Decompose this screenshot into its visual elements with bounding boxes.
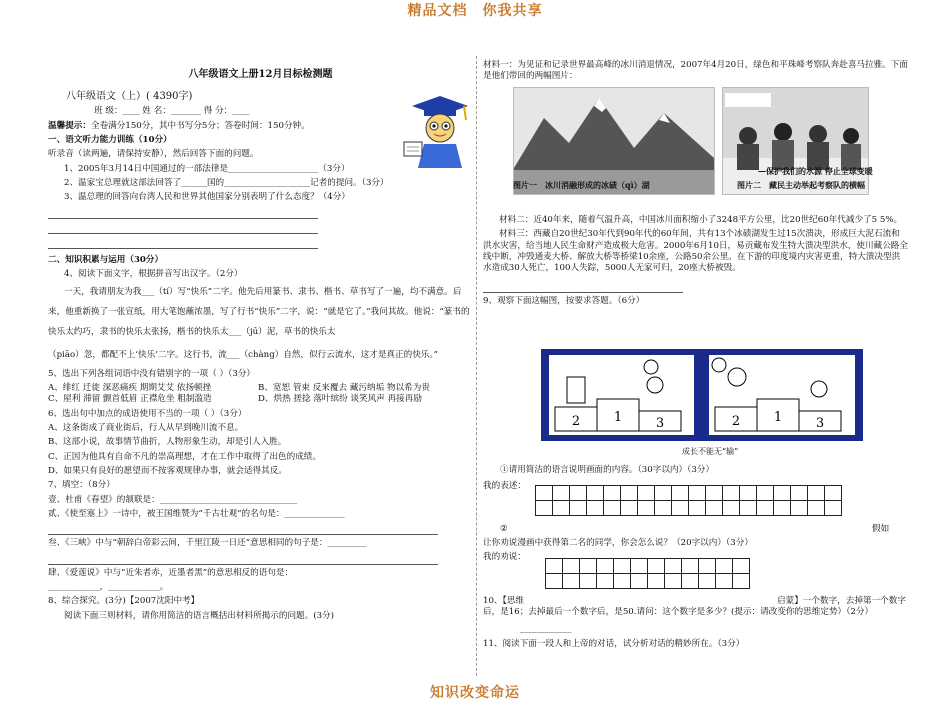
question-4-passage-end: （piāo）忽，都配不上‘快乐’二字。这行书，流___（chàng）自然，似行云流水，这才是真正的快乐。” xyxy=(48,349,439,360)
answer-line xyxy=(48,222,318,234)
q9-answer1-label: 我的表述： xyxy=(483,481,526,491)
column-divider xyxy=(476,56,477,676)
q6-option-d: D、如果只有良好的愿望而不按客观规律办事，就会适得其反。 xyxy=(48,465,287,476)
question-1: 1、2005年3月14日中国通过的一部法律是_____________________（3分） xyxy=(64,163,350,174)
q6-option-b: B、这部小说，故事情节曲折，人物形象生动，却是引人入胜。 xyxy=(48,437,287,448)
tip-text: 全卷满分150分，其中书写分5分；答卷时间：150分钟。 xyxy=(90,120,310,131)
q7-item-2: 贰、《使至塞上》一诗中，被王国维赞为“千古壮观”的名句是：______________ xyxy=(48,508,345,519)
banner-text: —保护我们的水源 停止全球变暖 xyxy=(758,166,873,176)
right-column-body xyxy=(483,215,908,310)
q5-option-a: A、绯红 迁徙 深恶痛疾 期期艾艾 依扬顿挫 xyxy=(48,382,212,393)
question-10: 启蒙】一个数字，去掉第一个数字后，是16；去掉最后一个数字后，是50.请问：这个数字是多少？(提示：请改变你的思维定势）（2分） xyxy=(483,596,906,618)
question-5: 5、选出下列各组词语中没有错别字的一项（ ）（3分） xyxy=(48,368,256,379)
podium1-label: 2 xyxy=(571,414,581,429)
figure-2-caption: 图片二 藏民主动举起考察队的横幅 xyxy=(737,180,865,190)
question-4-passage: 一天，我请朋友为我___（tí）写“快乐”二字。他先后用篆书、隶书、楷书、草书写了一遍，均不满意。后来，他重新换了一张宣纸，用大笔饱蘸浓墨，写了行书“快乐”二字，说：“就是它了。”我问其故。他说：“篆书的快乐太约巧，隶书的快乐太张扬，楷书的快乐太___（jū）泥，草书的快乐太 xyxy=(48,287,470,337)
answer-line xyxy=(48,553,438,565)
scholar-mascot-image xyxy=(402,88,472,170)
figure-1-caption: 图片一 冰川消融形成的冰碛（qì）湖 xyxy=(513,180,650,190)
top-banner: 精品文档 你我共享 xyxy=(407,3,543,19)
podium2-label: 2 xyxy=(731,414,741,429)
q5-option-d: D、烘热 搓捻 落叶缤纷 谈笑风声 再接再励 xyxy=(258,394,422,405)
exam-title: 八年级语文上册12月目标检测题 xyxy=(188,69,333,80)
question-7: 7、填空：（8分） xyxy=(48,480,115,491)
material-3: 材料三：西藏自20世纪30年代到90年代的60年间，共有13个冰碛湖发生过15次溃决，形成巨大泥石流和洪水灾害，给当地人民生命财产造成极大危害。2000年6月10日，易贡藏布发生特大溃决型洪水，使川藏公路全线中断，冲毁通麦大桥、解放大桥等桥梁10余座，公路50余公里。在下游的印度境内灾害更重，特大溃决型洪水造成30人死亡，100人失踪，5000人无家可归，20座大桥被毁。 xyxy=(483,229,908,274)
q8-intro: 阅读下面三则材料，请你用简洁的语言概括出材料所揭示的问题。(3分) xyxy=(64,610,334,621)
q9-part2-tail: 假如 xyxy=(872,524,890,534)
podium-cartoon-image xyxy=(541,349,863,441)
podium2-label: 3 xyxy=(815,416,825,431)
question-10-start: 10、【思维 xyxy=(483,596,525,606)
student-info: 班 级：____ 姓 名：_______ 得 分：____ xyxy=(94,106,250,117)
answer-grid-1[interactable] xyxy=(535,485,842,516)
material-2: 材料二：近40年来，随着气温升高，中国冰川面积缩小了3248平方公里，比20世纪60年代减少了5 5%。 xyxy=(499,215,903,225)
tibetan-banner-photo xyxy=(722,87,869,195)
q7-item-3: 叁、《三峡》中与“朝辞白帝彩云间，千里江陵一日还”意思相同的句子是：_________ xyxy=(48,538,367,549)
q9-answer2-label: 我的劝说： xyxy=(483,552,526,562)
podium2-label: 1 xyxy=(773,410,783,425)
q10-answer-blank: ____________ xyxy=(520,624,572,634)
q5-options-row1 xyxy=(48,383,473,394)
answer-line xyxy=(48,523,438,535)
question-3: 3、温总理的回答向台湾人民和世界其他国家分别表明了什么态度？（4分） xyxy=(64,192,350,203)
q5-options-row2 xyxy=(48,394,473,405)
q7-item-1: 壹、杜甫《春望》的颔联是：________________________________ xyxy=(48,494,298,505)
q6-option-c: C、正因为他具有自命不凡的崇高理想，才在工作中取得了出色的成绩。 xyxy=(48,451,321,462)
podium1-label: 3 xyxy=(655,416,665,431)
question-4: 4、阅读下面文字，根据拼音写出汉字。（2分） xyxy=(64,269,243,280)
section1-heading: 一、语文听力能力训练（10分） xyxy=(48,135,172,146)
question-9: 9、观察下面这幅图，按要求答题。（6分） xyxy=(483,295,645,306)
question-2: 2、温家宝总理就这部法回答了______国的____________________记者的提问。（3分） xyxy=(64,178,389,189)
answer-line xyxy=(48,207,318,219)
tip-label: 温馨提示： xyxy=(48,120,91,131)
answer-line xyxy=(48,237,318,249)
question-6: 6、选出句中加点的成语使用不当的一项（ ）（3分） xyxy=(48,408,247,419)
exam-subtitle: 八年级语文（上）( 4390字) xyxy=(66,91,193,103)
material-1: 材料一：为见证和记录世界最高峰的冰川消退情况，2007年4月20日，绿色和平珠峰考察队奔赴喜马拉雅。下面是他们带回的两幅图片： xyxy=(483,60,908,82)
q5-option-c: C、屋利 滞留 颤首低眉 正襟危坐 粗制滥造 xyxy=(48,394,212,405)
q5-option-b: B、宽恕 管束 反来覆去 藏污纳垢 物以希为贵 xyxy=(258,382,430,393)
glacier-lake-photo xyxy=(513,87,715,195)
question-8: 8、综合探究。(3分)【2007沈阳中考】 xyxy=(48,596,200,607)
q9-part1: ①请用简洁的语言说明画面的内容。（30字以内）（3分） xyxy=(500,465,715,475)
cartoon-caption: 成长不能无“输” xyxy=(682,447,739,456)
q6-option-a: A、这条街成了商业街后，行人从早到晚川流不息。 xyxy=(48,422,244,433)
bottom-banner: 知识改变命运 xyxy=(430,685,520,701)
q9-part2-num: ② xyxy=(500,524,508,534)
q7-item-4: 肆、《爱莲说》中与“近朱者赤，近墨者黑”的意思相反的语句是： xyxy=(48,567,294,578)
podium1-label: 1 xyxy=(613,410,623,425)
section1-intro: 听录音（读两遍，请保持安静），然后回答下面的问题。 xyxy=(48,149,259,160)
question-11: 11、阅读下面一段人和上帝的对话，试分析对话的精妙所在。（3分） xyxy=(483,639,745,649)
separator-line xyxy=(483,281,683,293)
right-column xyxy=(483,60,908,86)
section2-heading: 二、知识积累与运用（30分） xyxy=(48,254,164,265)
q7-item-4-blank: ____________，____________。 xyxy=(48,582,169,592)
answer-grid-2[interactable] xyxy=(545,558,750,589)
q9-part2: 让你劝说漫画中获得第二名的同学，你会怎么说？（20字以内）（3分） xyxy=(483,538,753,548)
